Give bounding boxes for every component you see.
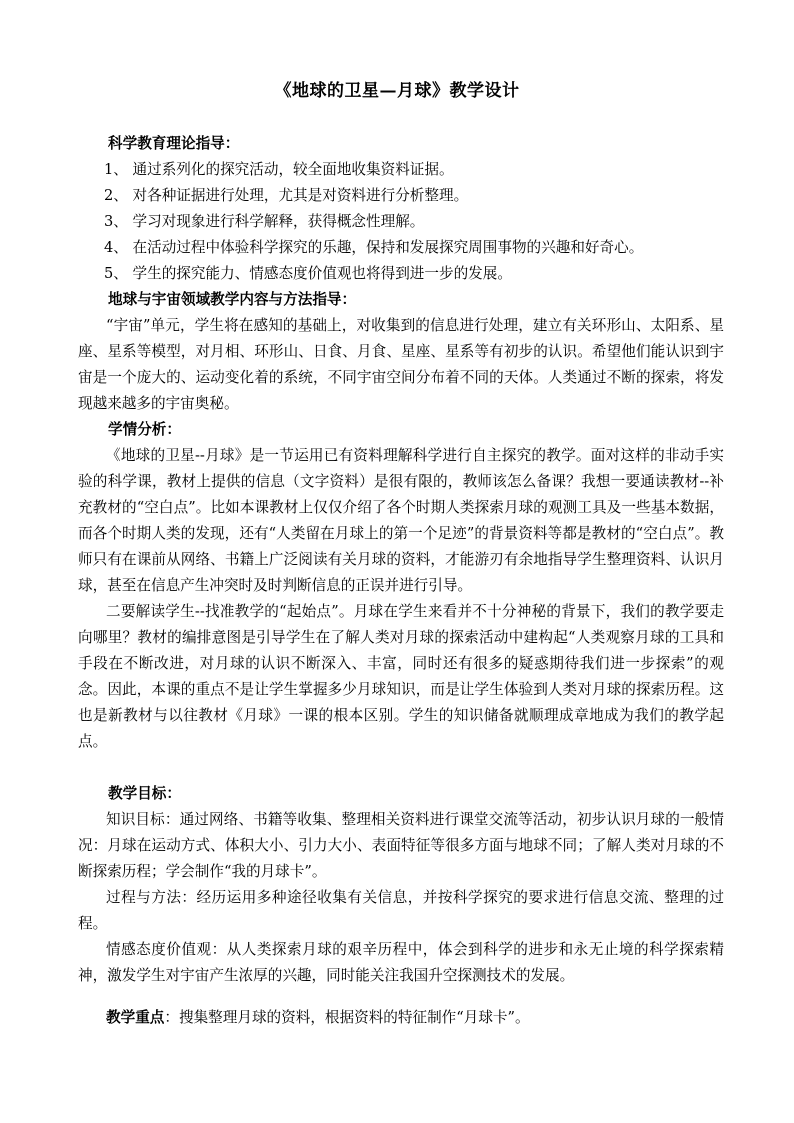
domain-section (78, 287, 724, 417)
document-title: 《地球的卫星—月球》教学设计 (274, 81, 520, 101)
theory-heading: 科学教育理论指导： (108, 135, 240, 152)
analysis-paragraph-2: 二要解读学生--找准教学的“起始点”。月球在学生来看并不十分神秘的背景下，我们的教学要走向哪里？教材的编排意图是引导学生在了解人类对月球的探索活动中建构起“人类观察月球的工具和手段在不断改进，对月球的认识不断深入、丰富，同时还有很多的疑惑期待我们进一步探索”的观念。因此，本课的重点不是让学生掌握多少月球知识，而是让学生体验到人类对月球的探索历程。这也是新教材与以往教材《月球》一课的根本区别。学生的知识储备就顺理成章地成为我们的教学起点。 (78, 603, 724, 750)
theory-item-5: 5、 学生的探究能力、情感态度价值观也将得到进一步的发展。 (104, 265, 512, 282)
analysis-heading: 学情分析： (108, 421, 181, 438)
goals-section (78, 781, 724, 989)
domain-heading: 地球与宇宙领域教学内容与方法指导： (108, 291, 357, 308)
key-point-label: 教学重点 (106, 1009, 165, 1026)
key-point-section (78, 1005, 724, 1031)
goals-attitude: 情感态度价值观：从人类探索月球的艰辛历程中，体会到科学的进步和永无止境的科学探索精神，激发学生对宇宙产生浓厚的兴趣，同时能关注我国升空探测技术的发展。 (78, 941, 724, 984)
theory-item-2: 2、 对各种证据进行处理，尤其是对资料进行分析整理。 (104, 187, 469, 204)
goals-knowledge: 知识目标：通过网络、书籍等收集、整理相关资料进行课堂交流等活动，初步认识月球的一般情况：月球在运动方式、体积大小、引力大小、表面特征等很多方面与地球不同；了解人类对月球的不断探索历程；学会制作“我的月球卡”。 (78, 811, 724, 880)
key-point-text: ：搜集整理月球的资料，根据资料的特征制作“月球卡”。 (164, 1009, 530, 1026)
goals-heading: 教学目标： (108, 785, 181, 802)
key-point-paragraph (78, 1005, 724, 1031)
analysis-paragraph-1: 《地球的卫星--月球》是一节运用已有资料理解科学进行自主探究的教学。面对这样的非动手实验的科学课，教材上提供的信息（文字资料）是很有限的，教师该怎么备课？我想一要通读教材--补充教材的“空白点”。比如本课教材上仅仅介绍了各个时期人类探索月球的观测工具及一些基本数据，而各个时期人类的发现，还有“人类留在月球上的第一个足迹”的背景资料等都是教材的“空白点”。教师只有在课前从网络、书籍上广泛阅读有关月球的资料，才能游刃有余地指导学生整理资料、认识月球，甚至在信息产生冲突时及时判断信息的正误并进行引导。 (78, 447, 724, 594)
goals-process: 过程与方法：经历运用多种途径收集有关信息，并按科学探究的要求进行信息交流、整理的过程。 (78, 889, 724, 932)
theory-item-3: 3、 学习对现象进行科学解释，获得概念性理解。 (104, 213, 425, 230)
analysis-section (78, 417, 724, 755)
theory-section (78, 131, 724, 287)
theory-item-1: 1、 通过系列化的探究活动，较全面地收集资料证据。 (104, 161, 454, 178)
theory-item-4: 4、 在活动过程中体验科学探究的乐趣，保持和发展探究周围事物的兴趣和好奇心。 (104, 239, 644, 256)
domain-paragraph: “宇宙”单元，学生将在感知的基础上，对收集到的信息进行处理，建立有关环形山、太阳系、星座、星系等模型，对月相、环形山、日食、月食、星座、星系等有初步的认识。希望他们能认识到宇宙是一个庞大的、运动变化着的系统，不同宇宙空间分布着不同的天体。人类通过不断的探索，将发现越来越多的宇宙奥秘。 (78, 317, 724, 412)
